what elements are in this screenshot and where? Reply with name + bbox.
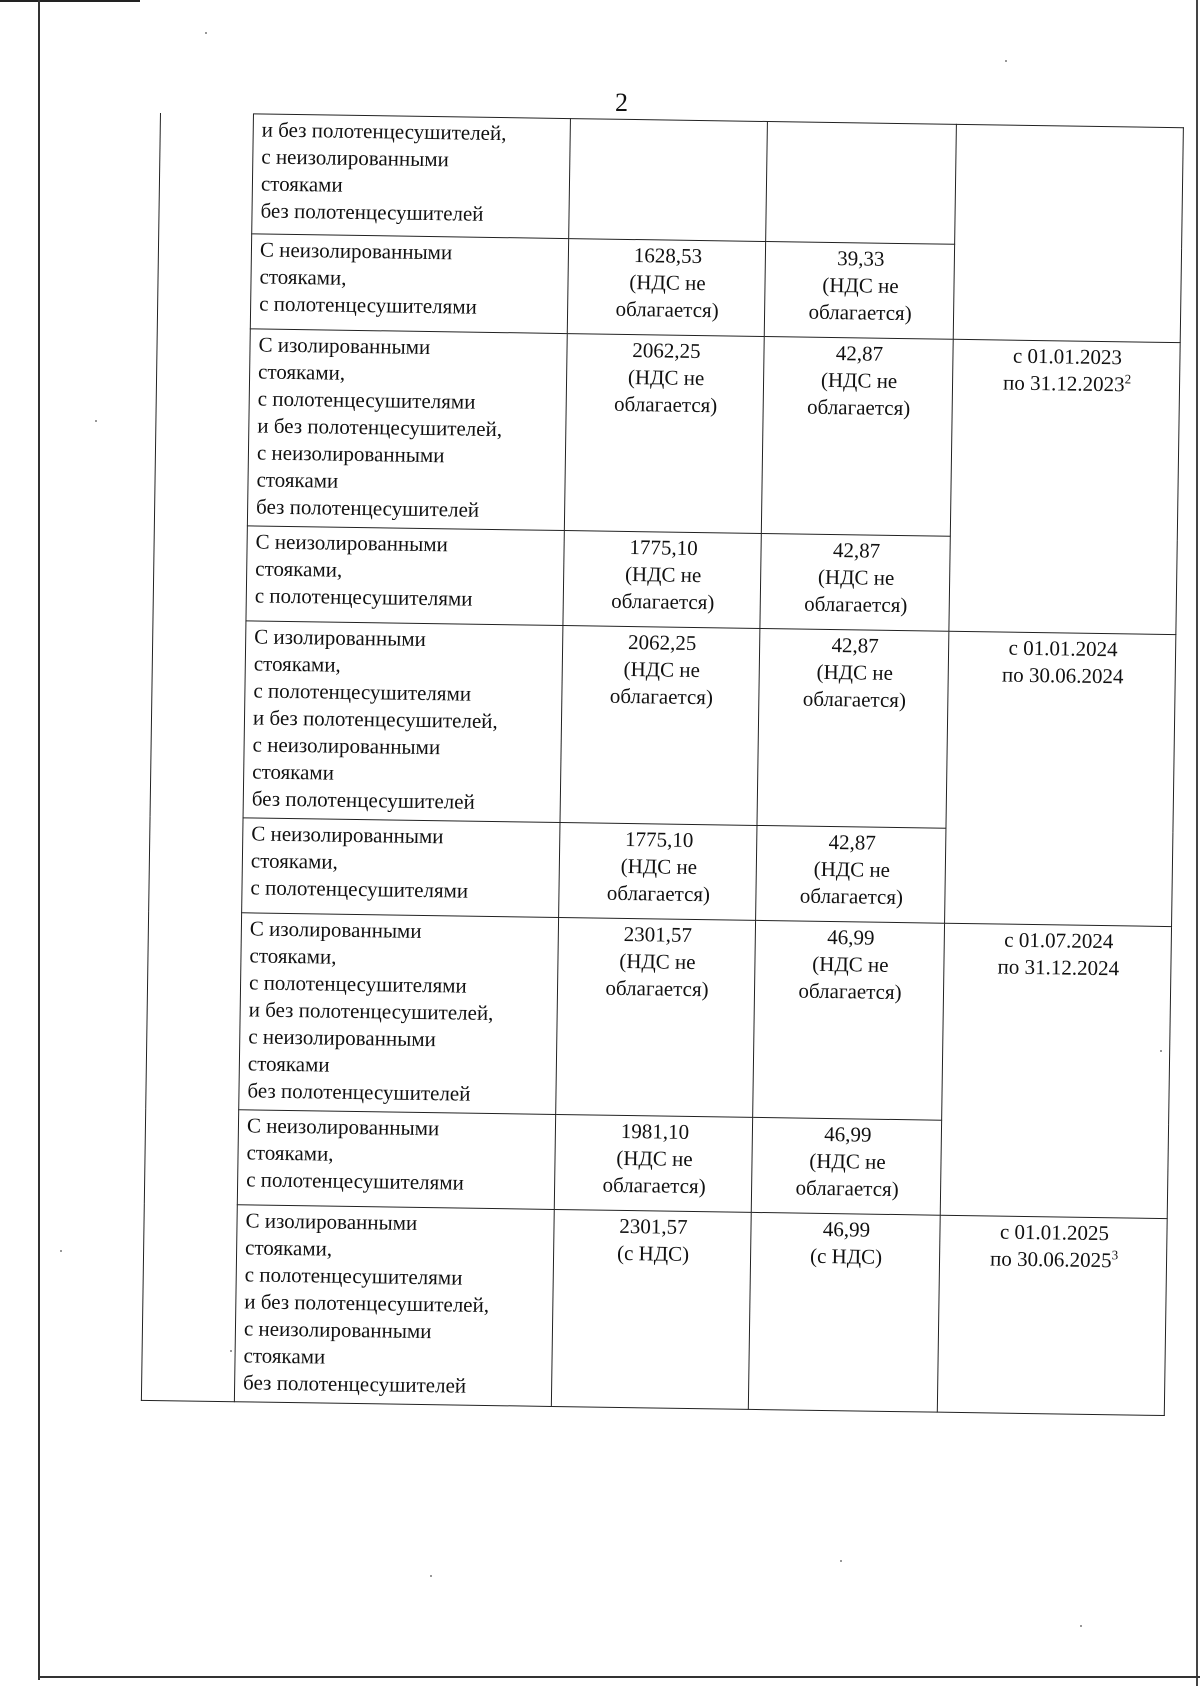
condition-line: стояками,: [246, 1140, 334, 1166]
condition-cell: [239, 913, 559, 1115]
vat-note: облагается): [795, 1175, 899, 1202]
condition-cell: [237, 1110, 555, 1210]
price-cell: [556, 918, 756, 1118]
condition-cell: [242, 818, 560, 918]
table-row: [159, 113, 1184, 248]
vat-note: облагается): [799, 883, 904, 910]
vat-note: (НДС не: [813, 856, 891, 882]
scan-speck: [95, 420, 97, 422]
gcal-value: 46,99: [824, 1121, 872, 1147]
gcal-cell: [757, 628, 949, 828]
gcal-value: 42,87: [828, 830, 877, 855]
condition-cell: [246, 526, 564, 626]
scan-speck: [840, 1560, 842, 1562]
scan-edge-top: [0, 0, 140, 2]
condition-line: С неизолированными: [246, 1113, 440, 1141]
vat-note: (НДС не: [816, 659, 894, 685]
period-cell: [945, 631, 1176, 926]
condition-cell: [247, 329, 567, 531]
condition-line: С изолированными: [245, 1208, 418, 1235]
condition-line: без полотенцесушителей: [242, 1370, 467, 1398]
gcal-cell: [748, 1212, 940, 1412]
tariff-table: [141, 112, 1184, 1416]
condition-line: и без полотенцесушителей,: [248, 997, 494, 1026]
condition-line: стояками,: [244, 1235, 333, 1261]
vat-note: облагается): [808, 299, 912, 326]
condition-cell: [243, 621, 563, 823]
gcal-value: 39,33: [837, 246, 885, 271]
vat-note: облагается): [806, 394, 911, 421]
scan-speck: [1080, 1625, 1082, 1627]
condition-line: стояками: [243, 1343, 326, 1369]
gcal-value: 42,87: [832, 538, 881, 563]
condition-line: с полотенцесушителями: [250, 875, 469, 903]
vat-note: облагается): [611, 588, 715, 615]
condition-cell: [234, 1205, 554, 1407]
gcal-cell: [751, 1117, 941, 1215]
vat-note: (НДС не: [623, 656, 701, 683]
condition-line: без полотенцесушителей: [251, 786, 475, 814]
vat-note: облагается): [615, 296, 719, 323]
condition-line: стояками,: [249, 943, 337, 969]
vat-note: (НДС не: [629, 269, 706, 296]
gcal-cell: [766, 122, 957, 245]
period-start: с 01.07.2024: [1004, 927, 1114, 954]
period-start: с 01.01.2024: [1008, 635, 1118, 662]
vat-note: облагается): [606, 880, 711, 907]
page-number: 2: [615, 88, 628, 117]
price-value: 2062,25: [632, 338, 701, 364]
period-end-text: по 31.12.2023: [1002, 370, 1125, 397]
gcal-value: 42,87: [835, 341, 884, 366]
price-cell: [564, 334, 764, 534]
scan-speck: [430, 1575, 432, 1577]
condition-line: стояками: [252, 759, 335, 785]
condition-line: с полотенцесушителями: [245, 1167, 465, 1195]
price-value: 1775,10: [629, 535, 698, 561]
period-start: с 01.01.2025: [999, 1219, 1110, 1246]
condition-line: с полотенцесушителями: [258, 291, 477, 319]
vat-note: (с НДС): [809, 1243, 883, 1269]
condition-line: с неизолированными: [261, 144, 450, 172]
scan-edge-bottom: [38, 1676, 1200, 1678]
price-value: 1981,10: [620, 1118, 690, 1144]
gcal-cell: [764, 241, 954, 339]
scan-speck: [205, 32, 207, 34]
condition-line: с полотенцесушителями: [253, 678, 472, 706]
tariff-table-wrapper: [141, 112, 1140, 1415]
vat-note: (НДС не: [620, 853, 698, 880]
condition-line: и без полотенцесушителей,: [261, 117, 507, 146]
condition-line: С неизолированными: [255, 529, 449, 557]
vat-note: (НДС не: [817, 564, 895, 590]
vat-note: облагается): [613, 391, 718, 418]
condition-line: С неизолированными: [259, 237, 453, 265]
gcal-value: 46,99: [827, 924, 875, 950]
condition-line: стояками,: [255, 556, 343, 582]
condition-line: без полотенцесушителей: [260, 198, 484, 226]
period-cell: [953, 124, 1183, 342]
scan-edge-right: [1196, 0, 1198, 1686]
condition-line: С изолированными: [258, 332, 431, 360]
condition-line: С изолированными: [254, 624, 427, 652]
condition-line: стояками,: [257, 359, 346, 385]
vat-note: (НДС не: [812, 951, 889, 977]
condition-line: стояками,: [250, 848, 339, 874]
condition-line: с полотенцесушителями: [254, 583, 473, 611]
condition-line: С неизолированными: [251, 821, 444, 849]
price-cell: [569, 119, 768, 242]
scan-edge-left: [38, 0, 40, 1680]
vat-note: (НДС не: [624, 561, 702, 588]
condition-line: с неизолированными: [243, 1316, 432, 1344]
condition-line: с неизолированными: [248, 1024, 437, 1052]
vat-note: облагается): [602, 1172, 706, 1199]
vat-note: облагается): [605, 975, 709, 1002]
price-cell: [563, 531, 761, 629]
table-row: [141, 1203, 1167, 1415]
price-cell: [560, 626, 760, 826]
price-cell: [559, 823, 757, 921]
condition-line: стояками: [256, 467, 339, 493]
condition-line: С изолированными: [249, 916, 422, 943]
gcal-value: 46,99: [822, 1216, 871, 1242]
gcal-cell: [760, 533, 950, 631]
price-cell: [554, 1114, 752, 1212]
period-end-text: по 30.06.2025: [989, 1246, 1112, 1273]
vat-note: облагается): [804, 591, 908, 618]
price-value: 2062,25: [627, 630, 697, 656]
scan-speck: [230, 1350, 232, 1352]
scan-speck: [1160, 1050, 1162, 1052]
vat-note: (НДС не: [809, 1148, 886, 1174]
condition-line: с полотенцесушителями: [248, 970, 467, 998]
footnote-ref: 3: [1111, 1247, 1119, 1263]
condition-line: и без полотенцесушителей,: [244, 1289, 490, 1318]
condition-line: без полотенцесушителей: [247, 1078, 471, 1106]
condition-line: с полотенцесушителями: [244, 1262, 463, 1290]
vat-note: (НДС не: [820, 367, 898, 393]
condition-line: стояками,: [253, 651, 341, 677]
table-row: [154, 327, 1180, 539]
vat-note: (НДС не: [822, 272, 899, 298]
table-row: [150, 619, 1176, 831]
price-value: 2301,57: [619, 1213, 688, 1239]
price-value: 1628,53: [633, 243, 703, 269]
vat-note: облагается): [609, 683, 714, 710]
condition-cell: [252, 114, 571, 239]
vat-note: (НДС не: [619, 948, 696, 975]
condition-line: с неизолированными: [252, 732, 441, 760]
price-value: 2301,57: [623, 921, 693, 947]
gcal-cell: [753, 920, 945, 1120]
condition-line: стояками,: [259, 264, 347, 290]
vat-note: (НДС не: [627, 364, 705, 391]
price-cell: [567, 239, 765, 337]
period-end: по 30.06.2024: [1001, 662, 1124, 689]
price-cell: [551, 1209, 751, 1409]
gcal-cell: [761, 336, 953, 536]
vat-note: облагается): [802, 686, 907, 713]
condition-line: с неизолированными: [256, 440, 445, 468]
condition-line: стояками: [260, 171, 343, 197]
vat-note: (с НДС): [616, 1240, 690, 1266]
condition-line: и без полотенцесушителей,: [252, 705, 498, 734]
period-cell: [937, 1215, 1167, 1415]
gcal-cell: [756, 825, 946, 923]
table-row: [146, 911, 1172, 1123]
condition-line: и без полотенцесушителей,: [257, 413, 503, 442]
condition-line: без полотенцесушителей: [255, 494, 480, 522]
period-end: по 31.12.2024: [997, 954, 1120, 981]
period-end: [961, 369, 1173, 399]
footnote-ref: 2: [1124, 371, 1132, 387]
condition-line: стояками: [247, 1051, 330, 1077]
vat-note: облагается): [798, 978, 902, 1005]
scan-speck: [1005, 60, 1007, 62]
period-cell: [940, 923, 1171, 1218]
price-value: 1775,10: [624, 826, 694, 852]
period-start: с 01.01.2023: [1012, 343, 1123, 370]
period-cell: [949, 339, 1180, 634]
gcal-value: 42,87: [831, 633, 879, 658]
scan-speck: [60, 1250, 62, 1252]
condition-line: с полотенцесушителями: [257, 386, 476, 414]
vat-note: (НДС не: [616, 1145, 693, 1172]
condition-cell: [250, 234, 568, 334]
period-end: [948, 1245, 1160, 1275]
